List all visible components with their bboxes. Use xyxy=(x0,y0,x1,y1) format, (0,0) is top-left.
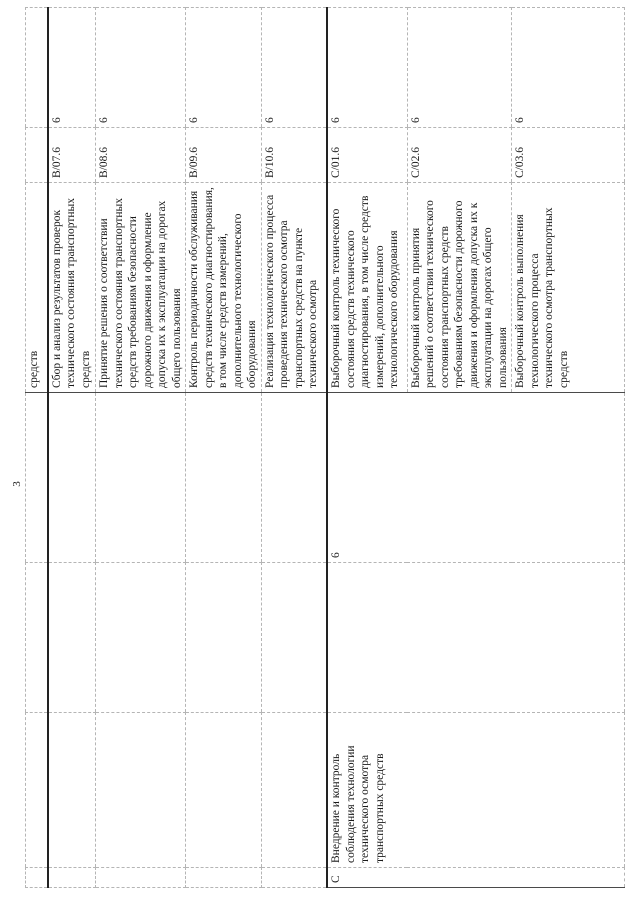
function-level: 6 xyxy=(96,8,186,128)
continued-text: средств xyxy=(26,183,48,393)
empty-cell xyxy=(186,393,262,563)
function-level: 6 xyxy=(327,8,407,128)
function-level: 6 xyxy=(48,8,96,128)
function-level: 6 xyxy=(261,8,327,128)
function-name: Выборочный контроль выполнения технологического процесса технического осмотра транспортных средств xyxy=(512,183,625,393)
function-code: В/10.6 xyxy=(261,128,327,183)
function-name: Выборочный контроль технического состояния средств технического диагностирования, в том числе средств измерений, дополнительного технологического оборудования xyxy=(327,183,407,393)
empty-cell xyxy=(26,713,48,868)
function-name: Реализация технологического процесса проведения технического осмотра транспортных средств на пункте технического осмотра xyxy=(261,183,327,393)
empty-cell xyxy=(96,713,186,868)
empty-cell xyxy=(48,868,96,888)
function-name: Контроль периодичности обслуживания средств технического диагностирования, в том числе средств измерений, дополнительного технологического оборудования xyxy=(186,183,262,393)
empty-cell xyxy=(26,563,48,713)
empty-cell xyxy=(48,393,96,563)
functions-table xyxy=(25,7,625,888)
function-code: С/02.6 xyxy=(407,128,512,183)
function-code: С/03.6 xyxy=(512,128,625,183)
empty-cell xyxy=(261,393,327,563)
function-code: В/07.6 xyxy=(48,128,96,183)
empty-cell xyxy=(26,128,48,183)
empty-cell xyxy=(26,393,48,563)
page-number: 3 xyxy=(10,481,23,487)
function-name: Принятие решения о соответствии технического состояния транспортных средств требованиям безопасности дорожного движения и оформление допуска их к эксплуатации на дорогах общего пользования xyxy=(96,183,186,393)
function-name: Сбор и анализ результатов проверок технического состояния транспортных средств xyxy=(48,183,96,393)
empty-cell xyxy=(48,563,96,713)
function-code: С/01.6 xyxy=(327,128,407,183)
empty-cell xyxy=(186,868,262,888)
group-code: С xyxy=(327,868,625,888)
empty-cell xyxy=(96,868,186,888)
function-code: В/08.6 xyxy=(96,128,186,183)
function-level: 6 xyxy=(407,8,512,128)
empty-cell xyxy=(327,563,625,713)
empty-cell xyxy=(186,563,262,713)
function-code: В/09.6 xyxy=(186,128,262,183)
empty-cell xyxy=(261,713,327,868)
empty-cell xyxy=(96,393,186,563)
empty-cell xyxy=(96,563,186,713)
function-name: Выборочный контроль принятия решений о соответствии технического состояния транспортных средств требованиям безопасности дорожного движения и оформления допуска их к эксплуатации на дорогах общего пользования xyxy=(407,183,512,393)
empty-cell xyxy=(48,713,96,868)
function-level: 6 xyxy=(186,8,262,128)
function-level: 6 xyxy=(512,8,625,128)
empty-cell xyxy=(26,868,48,888)
empty-cell xyxy=(186,713,262,868)
empty-cell xyxy=(261,868,327,888)
empty-cell xyxy=(26,8,48,128)
group-name: Внедрение и контроль соблюдения технологии технического осмотра транспортных средств xyxy=(327,713,625,868)
group-level: 6 xyxy=(327,393,625,563)
empty-cell xyxy=(261,563,327,713)
rotated-page xyxy=(25,8,625,888)
